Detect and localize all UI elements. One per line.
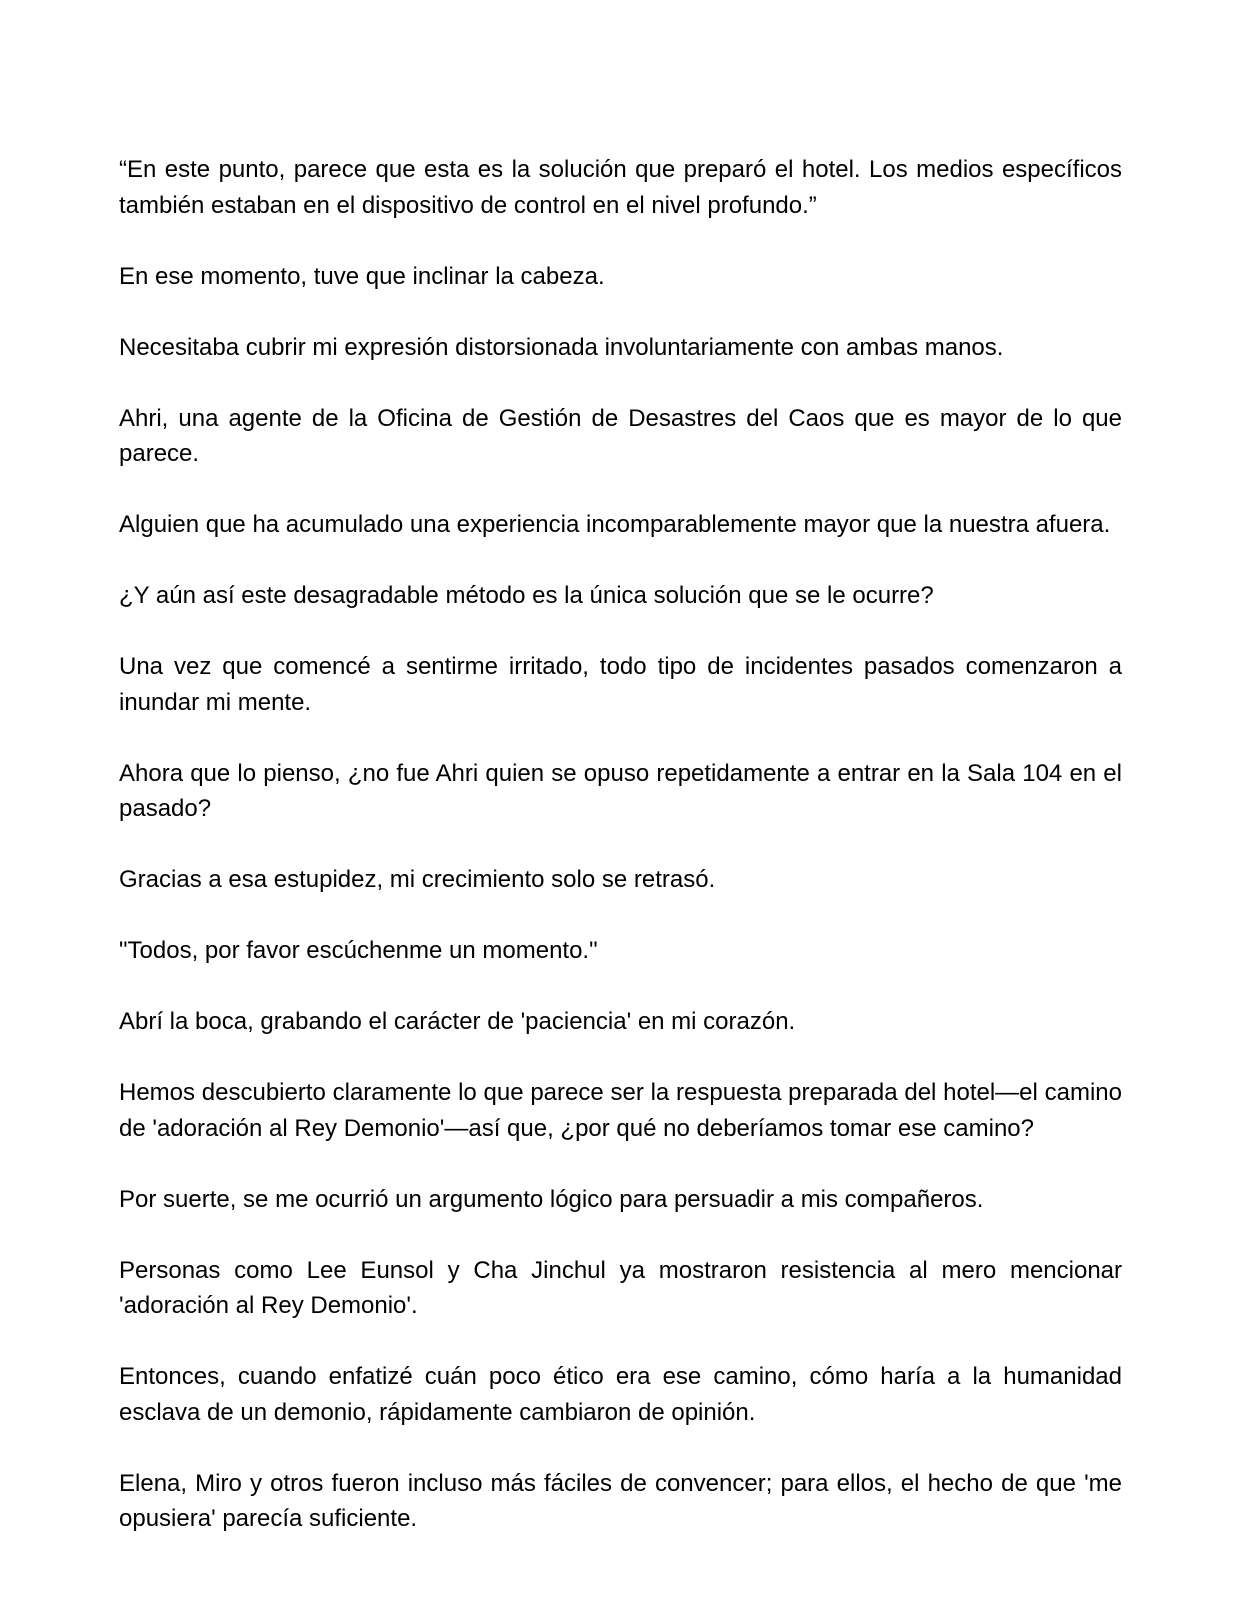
- paragraph: Por suerte, se me ocurrió un argumento lógico para persuadir a mis compañeros.: [119, 1185, 984, 1213]
- paragraph: Abrí la boca, grabando el carácter de 'paciencia' en mi corazón.: [119, 1008, 796, 1035]
- paragraph: Elena, Miro y otros fueron incluso más fáciles de convencer; para ellos, el hecho de que 'me opusiera' parecía suficiente.: [119, 1469, 1122, 1532]
- paragraph: Personas como Lee Eunsol y Cha Jinchul ya mostraron resistencia al mero mencionar 'adoración al Rey Demonio'.: [119, 1256, 1122, 1319]
- paragraph: Entonces, cuando enfatizé cuán poco ético era ese camino, cómo haría a la humanidad esclava de un demonio, rápidamente cambiaron de opinión.: [119, 1363, 1122, 1426]
- paragraph: "Todos, por favor escúchenme un momento.": [119, 937, 598, 964]
- paragraph: ¿Y aún así este desagradable método es la única solución que se le ocurre?: [119, 582, 934, 609]
- paragraph: Ahora que lo pienso, ¿no fue Ahri quien se opuso repetidamente a entrar en la Sala 104 en el pasado?: [119, 759, 1122, 822]
- paragraph: Hemos descubierto claramente lo que parece ser la respuesta preparada del hotel—el camino de 'adoración al Rey Demonio'—así que, ¿por qué no deberíamos tomar ese camino?: [119, 1079, 1122, 1142]
- paragraph: Necesitaba cubrir mi expresión distorsionada involuntariamente con ambas manos.: [119, 333, 1004, 361]
- paragraph: En ese momento, tuve que inclinar la cabeza.: [119, 262, 605, 290]
- paragraph: Gracias a esa estupidez, mi crecimiento solo se retrasó.: [119, 866, 716, 893]
- paragraph: Ahri, una agente de la Oficina de Gestión de Desastres del Caos que es mayor de lo que parece.: [119, 404, 1122, 467]
- document-page: [119, 152, 1122, 1537]
- paragraph: Una vez que comencé a sentirme irritado, todo tipo de incidentes pasados comenzaron a inundar mi mente.: [119, 653, 1122, 716]
- paragraph: “En este punto, parece que esta es la solución que preparó el hotel. Los medios específicos también estaban en el dispositivo de control en el nivel profundo.”: [119, 156, 1122, 219]
- paragraph: Alguien que ha acumulado una experiencia incomparablemente mayor que la nuestra afuera.: [119, 511, 1111, 538]
